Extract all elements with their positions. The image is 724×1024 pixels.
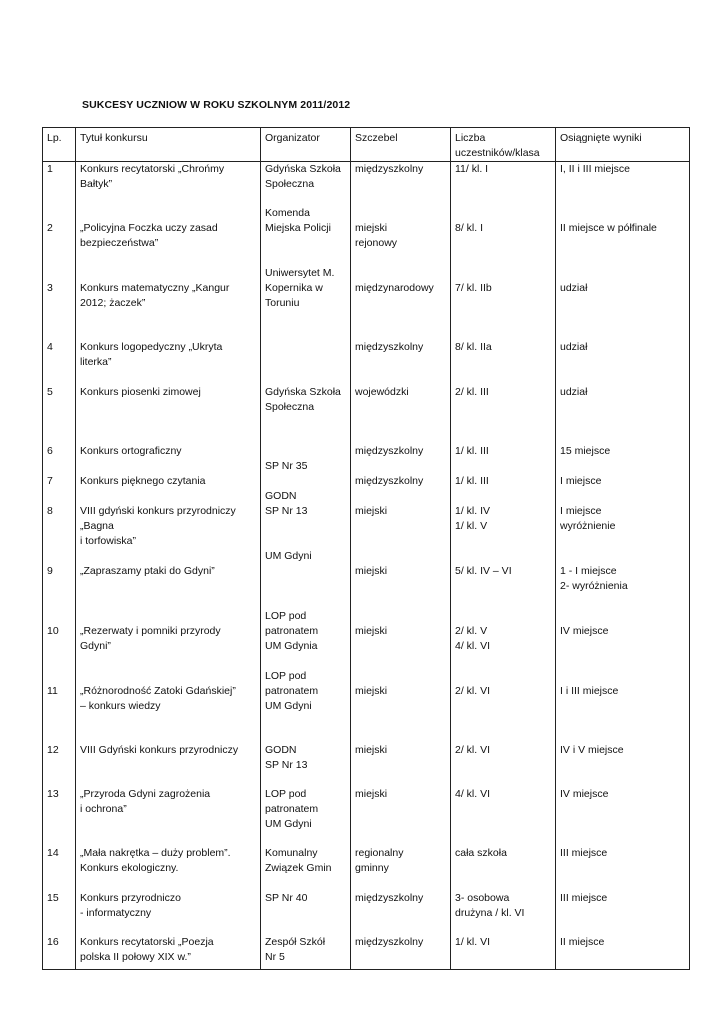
- cell-level: międzyszkolny: [351, 935, 451, 970]
- cell-participants: 5/ kl. IV – VI: [451, 564, 556, 609]
- cell-result: II miejsce: [556, 935, 690, 970]
- cell-result: [556, 266, 690, 281]
- cell-title: Konkurs recytatorski „Chrońmy Bałtyk”: [76, 162, 261, 206]
- header-row: [43, 128, 690, 162]
- cell-participants: [451, 459, 556, 474]
- cell-level: [351, 489, 451, 504]
- table-row: [43, 162, 690, 206]
- cell-organizer: LOP pod: [261, 609, 351, 624]
- table-row: [43, 340, 690, 385]
- table-row: [43, 669, 690, 684]
- cell-organizer: UM Gdyni: [261, 549, 351, 564]
- cell-title: Konkurs pięknego czytania: [76, 474, 261, 489]
- cell-level: [351, 669, 451, 684]
- cell-result: 15 miejsce: [556, 444, 690, 459]
- cell-lp: 4: [43, 340, 76, 385]
- table-row: [43, 609, 690, 624]
- cell-lp: [43, 266, 76, 281]
- cell-participants: [451, 266, 556, 281]
- cell-title: Konkurs ortograficzny: [76, 444, 261, 459]
- cell-participants: 8/ kl. IIa: [451, 340, 556, 385]
- cell-level: miejski: [351, 743, 451, 787]
- cell-result: [556, 459, 690, 474]
- cell-result: I, II i III miejsce: [556, 162, 690, 206]
- cell-lp: 11: [43, 684, 76, 743]
- cell-organizer: Komenda: [261, 206, 351, 221]
- cell-result: IV i V miejsce: [556, 743, 690, 787]
- cell-result: udział: [556, 340, 690, 385]
- cell-title: VIII gdyński konkurs przyrodniczy „Bagna i torfowiska”: [76, 504, 261, 549]
- cell-result: III miejsce: [556, 891, 690, 935]
- cell-lp: 7: [43, 474, 76, 489]
- table-row: [43, 787, 690, 846]
- cell-level: międzyszkolny: [351, 891, 451, 935]
- header-title: Tytuł konkursu: [76, 128, 261, 162]
- cell-level: wojewódzki: [351, 385, 451, 444]
- cell-lp: 15: [43, 891, 76, 935]
- cell-level: międzyszkolny: [351, 162, 451, 206]
- cell-title: [76, 206, 261, 221]
- cell-title: „Rezerwaty i pomniki przyrody Gdyni”: [76, 624, 261, 669]
- cell-level: międzynarodowy: [351, 281, 451, 340]
- cell-lp: 8: [43, 504, 76, 549]
- cell-organizer: Miejska Policji: [261, 221, 351, 266]
- cell-level: miejski: [351, 504, 451, 549]
- cell-result: I i III miejsce: [556, 684, 690, 743]
- results-table: [42, 127, 690, 970]
- cell-participants: 4/ kl. VI: [451, 787, 556, 846]
- cell-lp: 5: [43, 385, 76, 444]
- cell-participants: [451, 549, 556, 564]
- cell-result: [556, 489, 690, 504]
- cell-participants: [451, 206, 556, 221]
- table-row: [43, 444, 690, 459]
- cell-participants: 2/ kl. VI: [451, 743, 556, 787]
- cell-level: regionalny gminny: [351, 846, 451, 891]
- table-row: [43, 684, 690, 743]
- table-row: [43, 385, 690, 444]
- cell-lp: 14: [43, 846, 76, 891]
- cell-result: I miejsce: [556, 474, 690, 489]
- cell-result: [556, 549, 690, 564]
- cell-level: miejski: [351, 684, 451, 743]
- cell-organizer: [261, 564, 351, 609]
- cell-organizer: [261, 444, 351, 459]
- cell-title: [76, 459, 261, 474]
- cell-participants: 1/ kl. III: [451, 444, 556, 459]
- cell-participants: 1/ kl. IV 1/ kl. V: [451, 504, 556, 549]
- table-row: [43, 624, 690, 669]
- cell-participants: cała szkoła: [451, 846, 556, 891]
- cell-title: Konkurs matematyczny „Kangur 2012; żaczek”: [76, 281, 261, 340]
- cell-lp: [43, 549, 76, 564]
- cell-level: [351, 206, 451, 221]
- cell-lp: [43, 459, 76, 474]
- cell-participants: 1/ kl. VI: [451, 935, 556, 970]
- cell-lp: 9: [43, 564, 76, 609]
- cell-title: „Mała nakrętka – duży problem”. Konkurs ekologiczny.: [76, 846, 261, 891]
- cell-organizer: Kopernika w Toruniu: [261, 281, 351, 340]
- cell-level: [351, 459, 451, 474]
- cell-level: [351, 266, 451, 281]
- cell-organizer: patronatem UM Gdyni: [261, 684, 351, 743]
- table-row: [43, 474, 690, 489]
- cell-organizer: Uniwersytet M.: [261, 266, 351, 281]
- cell-title: Konkurs przyrodniczo - informatyczny: [76, 891, 261, 935]
- cell-organizer: Komunalny Związek Gmin: [261, 846, 351, 891]
- cell-title: [76, 489, 261, 504]
- cell-participants: [451, 669, 556, 684]
- cell-organizer: [261, 340, 351, 385]
- cell-result: II miejsce w półfinale: [556, 221, 690, 266]
- header-participants: Liczba uczestników/klasa: [451, 128, 556, 162]
- table-row: [43, 743, 690, 787]
- cell-result: III miejsce: [556, 846, 690, 891]
- cell-title: Konkurs recytatorski „Poezja polska II połowy XIX w.”: [76, 935, 261, 970]
- header-level: Szczebel: [351, 128, 451, 162]
- cell-organizer: SP Nr 40: [261, 891, 351, 935]
- table-row: [43, 564, 690, 609]
- cell-organizer: LOP pod: [261, 669, 351, 684]
- cell-organizer: LOP pod patronatem UM Gdyni: [261, 787, 351, 846]
- cell-level: międzyszkolny: [351, 474, 451, 489]
- cell-organizer: Zespół Szkół Nr 5: [261, 935, 351, 970]
- table-row: [43, 206, 690, 221]
- cell-level: miejski: [351, 624, 451, 669]
- cell-result: udział: [556, 281, 690, 340]
- page-title: SUKCESY UCZNIOW W ROKU SZKOLNYM 2011/2012: [82, 99, 351, 111]
- cell-organizer: SP Nr 13: [261, 504, 351, 549]
- cell-lp: 1: [43, 162, 76, 206]
- cell-title: [76, 549, 261, 564]
- cell-lp: 16: [43, 935, 76, 970]
- cell-title: [76, 609, 261, 624]
- cell-title: [76, 669, 261, 684]
- cell-lp: 3: [43, 281, 76, 340]
- cell-level: miejski: [351, 564, 451, 609]
- table-row: [43, 221, 690, 266]
- cell-lp: [43, 609, 76, 624]
- cell-organizer: SP Nr 35: [261, 459, 351, 474]
- cell-participants: [451, 489, 556, 504]
- table-row: [43, 489, 690, 504]
- cell-organizer: Gdyńska Szkoła Społeczna: [261, 385, 351, 444]
- cell-level: [351, 549, 451, 564]
- cell-result: udział: [556, 385, 690, 444]
- cell-result: 1 - I miejsce 2- wyróżnienia: [556, 564, 690, 609]
- cell-participants: 7/ kl. IIb: [451, 281, 556, 340]
- cell-result: I miejsce wyróżnienie: [556, 504, 690, 549]
- cell-result: [556, 206, 690, 221]
- cell-title: „Przyroda Gdyni zagrożenia i ochrona”: [76, 787, 261, 846]
- cell-participants: 3- osobowa drużyna / kl. VI: [451, 891, 556, 935]
- cell-title: „Różnorodność Zatoki Gdańskiej” – konkurs wiedzy: [76, 684, 261, 743]
- header-result: Osiągnięte wyniki: [556, 128, 690, 162]
- cell-lp: [43, 206, 76, 221]
- cell-title: [76, 266, 261, 281]
- cell-participants: 8/ kl. I: [451, 221, 556, 266]
- table-row: [43, 266, 690, 281]
- cell-lp: 6: [43, 444, 76, 459]
- table-row: [43, 891, 690, 935]
- cell-lp: 10: [43, 624, 76, 669]
- cell-title: Konkurs piosenki zimowej: [76, 385, 261, 444]
- table-row: [43, 281, 690, 340]
- cell-title: „Policyjna Foczka uczy zasad bezpieczeństwa”: [76, 221, 261, 266]
- cell-level: [351, 609, 451, 624]
- cell-level: międzyszkolny: [351, 444, 451, 459]
- cell-participants: 11/ kl. I: [451, 162, 556, 206]
- cell-organizer: GODN: [261, 489, 351, 504]
- cell-result: IV miejsce: [556, 787, 690, 846]
- cell-lp: 13: [43, 787, 76, 846]
- cell-title: „Zapraszamy ptaki do Gdyni”: [76, 564, 261, 609]
- cell-title: VIII Gdyński konkurs przyrodniczy: [76, 743, 261, 787]
- cell-title: Konkurs logopedyczny „Ukryta literka”: [76, 340, 261, 385]
- table-row: [43, 459, 690, 474]
- cell-lp: [43, 489, 76, 504]
- cell-result: [556, 669, 690, 684]
- cell-participants: 2/ kl. III: [451, 385, 556, 444]
- header-organizer: Organizator: [261, 128, 351, 162]
- cell-participants: 2/ kl. V 4/ kl. VI: [451, 624, 556, 669]
- cell-organizer: patronatem UM Gdynia: [261, 624, 351, 669]
- cell-organizer: Gdyńska Szkoła Społeczna: [261, 162, 351, 206]
- cell-level: miejski rejonowy: [351, 221, 451, 266]
- cell-participants: [451, 609, 556, 624]
- table-row: [43, 846, 690, 891]
- table-row: [43, 549, 690, 564]
- cell-organizer: GODN SP Nr 13: [261, 743, 351, 787]
- header-lp: Lp.: [43, 128, 76, 162]
- cell-level: miejski: [351, 787, 451, 846]
- cell-level: międzyszkolny: [351, 340, 451, 385]
- table-row: [43, 504, 690, 549]
- table-row: [43, 935, 690, 970]
- cell-participants: 1/ kl. III: [451, 474, 556, 489]
- cell-result: IV miejsce: [556, 624, 690, 669]
- cell-lp: 2: [43, 221, 76, 266]
- cell-lp: 12: [43, 743, 76, 787]
- cell-participants: 2/ kl. VI: [451, 684, 556, 743]
- cell-organizer: [261, 474, 351, 489]
- cell-lp: [43, 669, 76, 684]
- cell-result: [556, 609, 690, 624]
